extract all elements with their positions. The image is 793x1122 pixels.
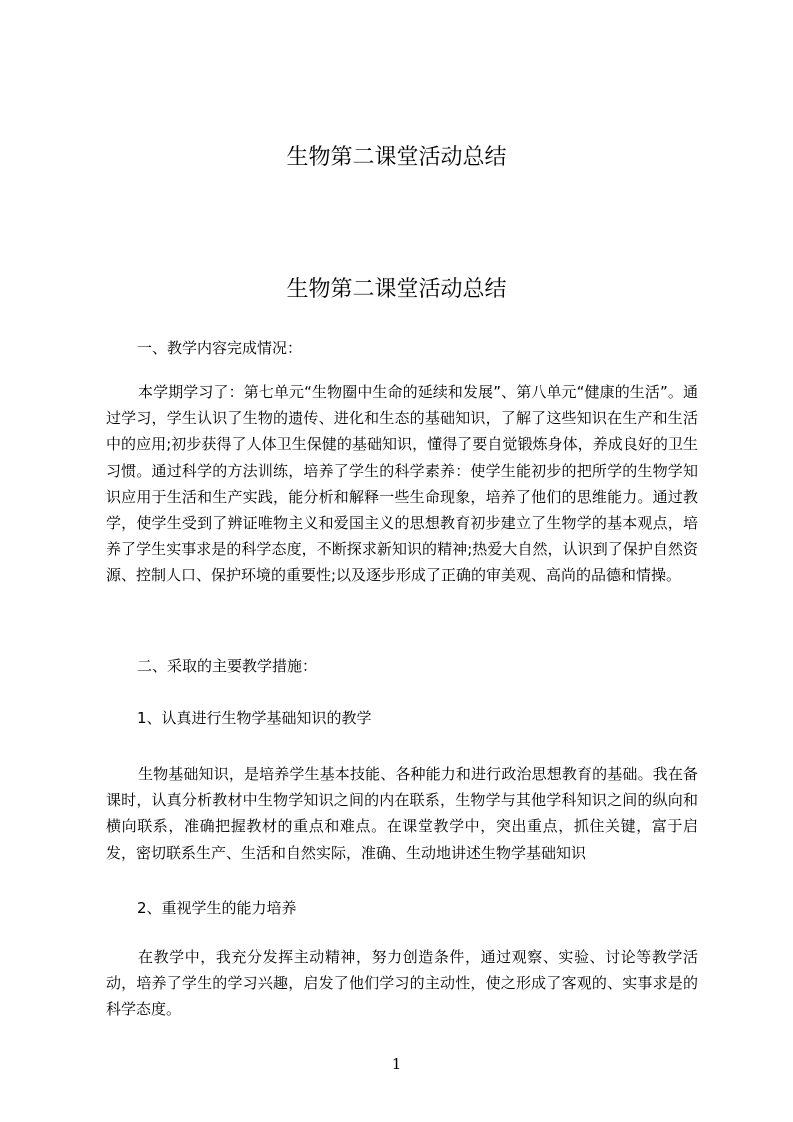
header-title: 生物第二课堂活动总结	[286, 145, 507, 170]
page-number: 1	[391, 1055, 402, 1073]
paragraph-content-summary: 本学期学习了：第七单元“生物圈中生命的延续和发展”、第八单元“健康的生活”。通过学习，学生认识了生物的遗传、进化和生态的基础知识，了解了这些知识在生产和生活中的应用;初步获得了人体卫生保健的基础知识，懂得了要自觉锻炼身体，养成良好的卫生习惯。通过科学的方法训练，培养了学生的科学素养：使学生能初步的把所学的生物学知识应用于生活和生产实践，能分析和解释一些生命现象，培养了他们的思维能力。通过教学，使学生受到了辨证唯物主义和爱国主义的思想教育初步建立了生物学的基本观点，培养了学生实事求是的科学态度，不断探求新知识的精神;热爱大自然，认识到了保护自然资源、控制人口、保护环境的重要性;以及逐步形成了正确的审美观、高尚的品德和情操。	[106, 383, 698, 585]
paragraph-basic-knowledge: 生物基础知识，是培养学生基本技能、各种能力和进行政治思想教育的基础。我在备课时，认真分析教材中生物学知识之间的内在联系，生物学与其他学科知识之间的纵向和横向联系，准确把握教材的重点和难点。在课堂教学中，突出重点，抓住关键，富于启发，密切联系生产、生活和自然实际，准确、生动地讲述生物学基础知识	[106, 765, 698, 862]
page-title: 生物第二课堂活动总结	[286, 277, 507, 302]
section-heading-content: 一、教学内容完成情况：	[137, 339, 303, 357]
subsection-heading-basic-knowledge: 1、认真进行生物学基础知识的教学	[137, 709, 372, 727]
section-heading-measures: 二、采取的主要教学措施：	[137, 657, 318, 675]
paragraph-ability: 在教学中，我充分发挥主动精神，努力创造条件，通过观察、实验、讨论等教学活动，培养了学生的学习兴趣，启发了他们学习的主动性，使之形成了客观的、实事求是的科学态度。	[106, 948, 698, 1019]
subsection-heading-ability: 2、重视学生的能力培养	[137, 899, 297, 917]
